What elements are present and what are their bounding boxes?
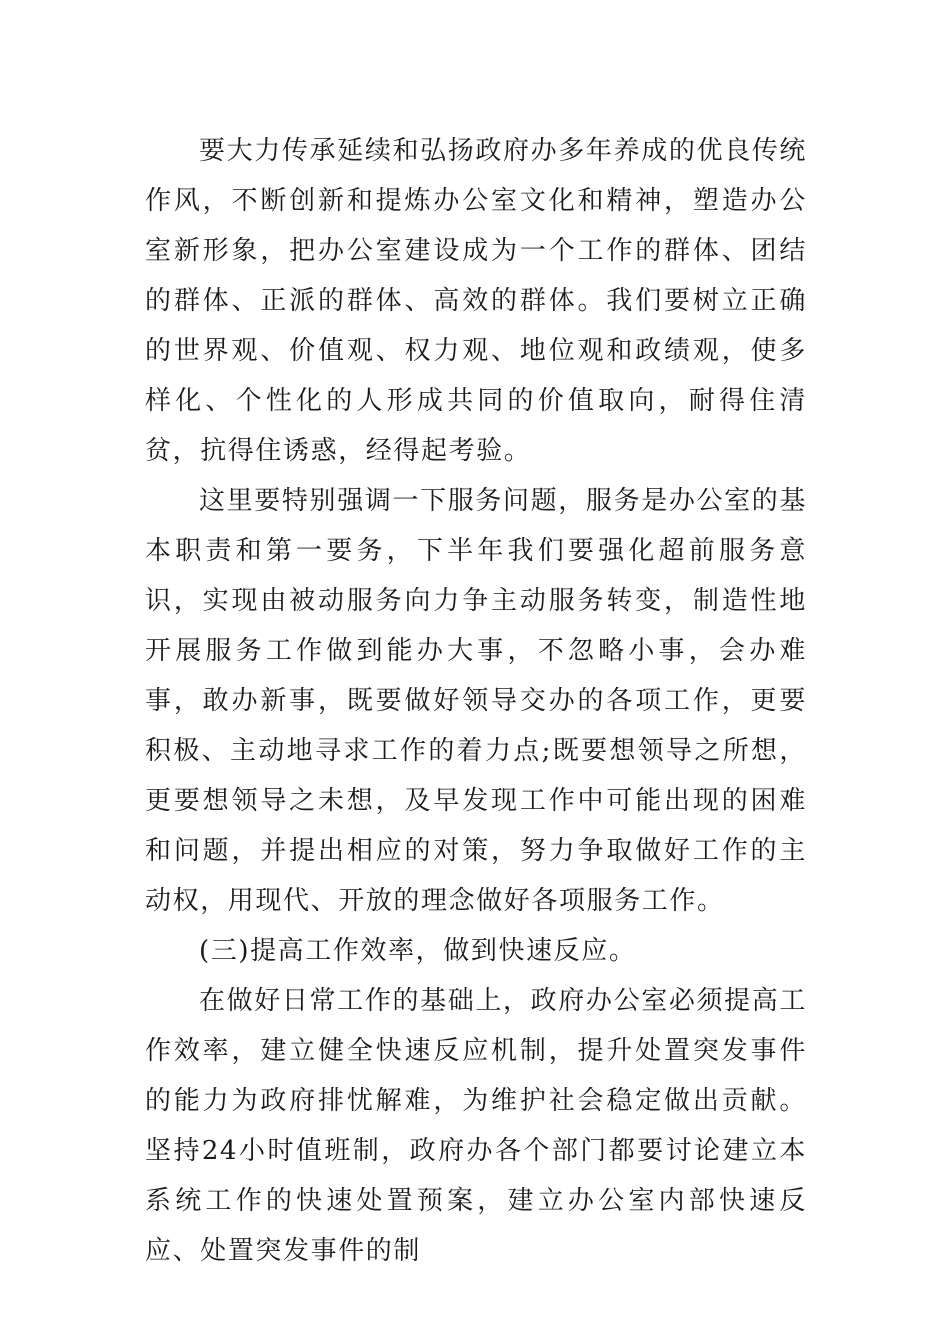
paragraph-service: 这里要特别强调一下服务问题，服务是办公室的基本职责和第一要务，下半年我们要强化超前服务意识，实现由被动服务向力争主动服务转变，制造性地开展服务工作做到能办大事，不忽略小事，会办难事，敢办新事，既要做好领导交办的各项工作，更要积极、主动地寻求工作的着力点;既要想领导之所想，更要想领导之未想，及早发现工作中可能出现的困难和问题，并提出相应的对策，努力争取做好工作的主动权，用现代、开放的理念做好各项服务工作。 — [145, 486, 807, 916]
paragraph-efficiency: 在做好日常工作的基础上，政府办公室必须提高工作效率，建立健全快速反应机制，提升处置突发事件的能力为政府排忧解难，为维护社会稳定做出贡献。坚持24小时值班制，政府办各个部门都要讨论建立本系统工作的快速处置预案，建立办公室内部快速反应、处置突发事件的制 — [145, 986, 807, 1266]
section-heading-efficiency: (三)提高工作效率，做到快速反应。 — [199, 936, 637, 966]
paragraph-tradition: 要大力传承延续和弘扬政府办多年养成的优良传统作风，不断创新和提炼办公室文化和精神，塑造办公室新形象，把办公室建设成为一个工作的群体、团结的群体、正派的群体、高效的群体。我们要树立正确的世界观、价值观、权力观、地位观和政绩观，使多样化、个性化的人形成共同的价值取向，耐得住清贫，抗得住诱惑，经得起考验。 — [145, 136, 807, 466]
document-body — [145, 126, 807, 1276]
